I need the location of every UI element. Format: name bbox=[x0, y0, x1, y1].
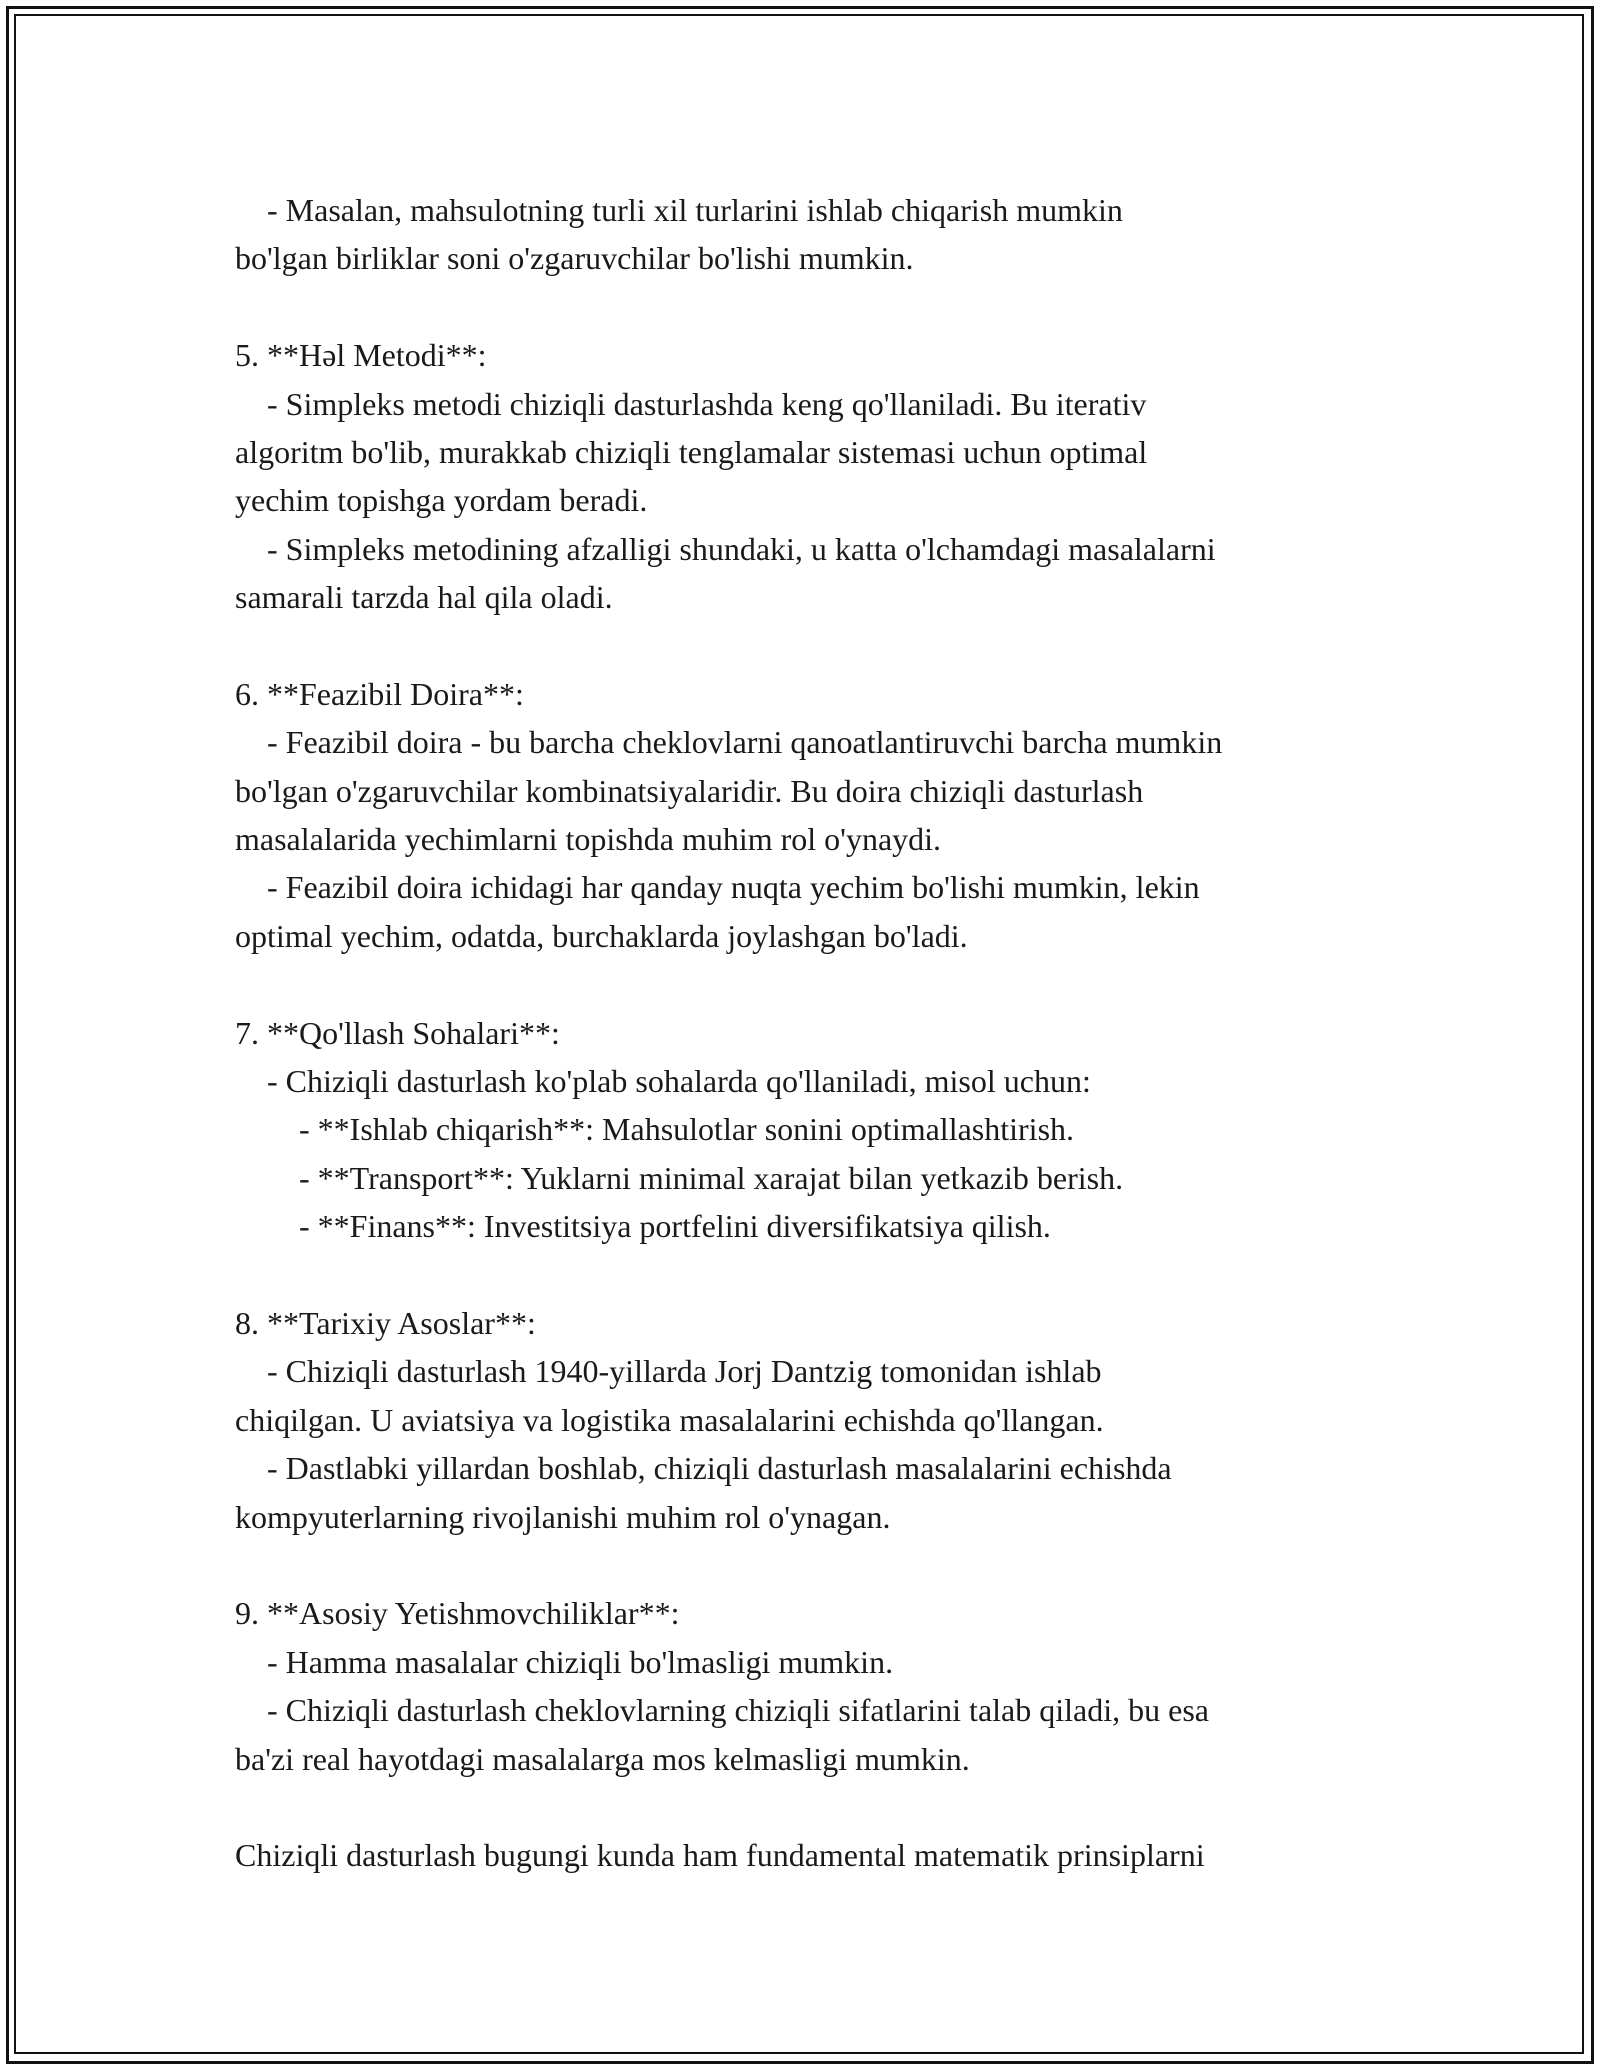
blank-line bbox=[235, 1251, 1415, 1299]
section-heading-6: 6. **Feazibil Doira**: bbox=[235, 675, 524, 712]
blank-line bbox=[235, 283, 1415, 331]
blank-line bbox=[235, 960, 1415, 1008]
text-line: - Simpleks metodining afzalligi shundaki, u katta o'lchamdagi masalalarni bbox=[235, 530, 1216, 567]
text-line: - Chiziqli dasturlash 1940-yillarda Jorj Dantzig tomonidan ishlab bbox=[235, 1353, 1102, 1390]
text-line: - Chiziqli dasturlash cheklovlarning chiziqli sifatlarini talab qiladi, bu esa bbox=[235, 1692, 1209, 1729]
text-line: - Simpleks metodi chiziqli dasturlashda keng qo'llaniladi. Bu iterativ bbox=[235, 385, 1147, 422]
section-heading-8: 8. **Tarixiy Asoslar**: bbox=[235, 1304, 536, 1341]
text-line: chiqilgan. U aviatsiya va logistika masalalarini echishda qo'llangan. bbox=[235, 1401, 1104, 1438]
text-line: kompyuterlarning rivojlanishi muhim rol o'ynagan. bbox=[235, 1498, 891, 1535]
text-line: bo'lgan birliklar soni o'zgaruvchilar bo'lishi mumkin. bbox=[235, 240, 914, 277]
text-line: ba'zi real hayotdagi masalalarga mos kelmasligi mumkin. bbox=[235, 1740, 970, 1777]
text-line: - Feazibil doira ichidagi har qanday nuqta yechim bo'lishi mumkin, lekin bbox=[235, 869, 1200, 906]
blank-line bbox=[235, 622, 1415, 670]
text-line: - Dastlabki yillardan boshlab, chiziqli dasturlash masalalarini echishda bbox=[235, 1450, 1172, 1487]
section-heading-5: 5. **Həl Metodi**: bbox=[235, 337, 487, 374]
section-heading-9: 9. **Asosiy Yetishmovchiliklar**: bbox=[235, 1595, 680, 1632]
text-line: - **Transport**: Yuklarni minimal xarajat bilan yetkazib berish. bbox=[235, 1159, 1124, 1196]
text-line: bo'lgan o'zgaruvchilar kombinatsiyalaridir. Bu doira chiziqli dasturlash bbox=[235, 772, 1144, 809]
section-heading-7: 7. **Qo'llash Sohalari**: bbox=[235, 1014, 560, 1051]
document-body bbox=[235, 186, 1415, 1880]
text-line: - Masalan, mahsulotning turli xil turlarini ishlab chiqarish mumkin bbox=[235, 192, 1123, 228]
text-line: - Hamma masalalar chiziqli bo'lmasligi mumkin. bbox=[235, 1643, 894, 1680]
blank-line bbox=[235, 1541, 1415, 1589]
text-line: samarali tarzda hal qila oladi. bbox=[235, 579, 613, 616]
text-line: algoritm bo'lib, murakkab chiziqli tenglamalar sistemasi uchun optimal bbox=[235, 433, 1148, 470]
text-line: yechim topishga yordam beradi. bbox=[235, 482, 648, 519]
text-line: - Feazibil doira - bu barcha cheklovlarni qanoatlantiruvchi barcha mumkin bbox=[235, 724, 1223, 761]
text-line: - Chiziqli dasturlash ko'plab sohalarda qo'llaniladi, misol uchun: bbox=[235, 1063, 1091, 1100]
text-line: optimal yechim, odatda, burchaklarda joylashgan bo'ladi. bbox=[235, 917, 968, 954]
text-line: Chiziqli dasturlash bugungi kunda ham fundamental matematik prinsiplarni bbox=[235, 1837, 1205, 1874]
text-line: - **Ishlab chiqarish**: Mahsulotlar sonini optimallashtirish. bbox=[235, 1111, 1075, 1148]
blank-line bbox=[235, 1783, 1415, 1831]
text-line: masalalarida yechimlarni topishda muhim rol o'ynaydi. bbox=[235, 821, 942, 858]
text-line: - **Finans**: Investitsiya portfelini diversifikatsiya qilish. bbox=[235, 1208, 1051, 1245]
